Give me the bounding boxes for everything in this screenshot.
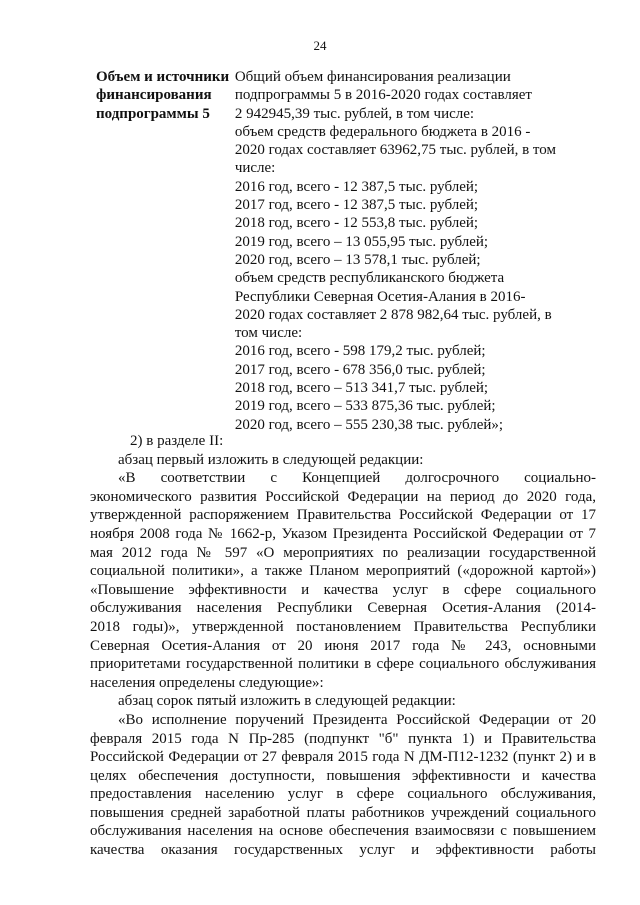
detail-line: 2017 год, всего - 12 387,5 тыс. рублей;	[234, 197, 479, 214]
page-number: 24	[313, 38, 327, 53]
detail-line: 2020 год, всего – 13 578,1 тыс. рублей;	[234, 251, 481, 268]
text-line: мая 2012 года № 597 «О мероприятиях по реализации государственной	[90, 544, 596, 561]
detail-line: 2018 год, всего – 513 341,7 тыс. рублей;	[234, 380, 489, 397]
detail-line: числе:	[234, 160, 276, 177]
paragraph-intro: абзац первый изложить в следующей редакции:	[118, 451, 424, 468]
financing-details	[235, 68, 556, 434]
label-line: подпрограммы 5	[96, 105, 210, 122]
text-line: социальной политики», а также Планом мероприятий («дорожной картой»)	[90, 563, 596, 580]
paragraph-intro: абзац сорок пятый изложить в следующей редакции:	[118, 693, 456, 710]
quoted-paragraph	[90, 469, 596, 692]
detail-line: том числе:	[234, 325, 303, 342]
text-line: Северная Осетия-Алания от 20 июня 2017 года № 243, основными	[90, 637, 596, 654]
detail-line: 2016 год, всего - 598 179,2 тыс. рублей;	[234, 343, 486, 360]
text-line: утвержденной распоряжением Правительства Российской Федерации от 17	[90, 507, 596, 524]
label-line: Объем и источники	[96, 69, 230, 85]
detail-line: 2016 год, всего - 12 387,5 тыс. рублей;	[234, 178, 479, 195]
body-text	[90, 432, 596, 860]
detail-line: 2019 год, всего – 533 875,36 тыс. рублей;	[234, 398, 496, 415]
financing-table	[96, 68, 556, 434]
text-line: 2018 годы)», утвержденной постановлением Правительства Республики	[90, 618, 596, 635]
text-line: «Повышение эффективности и качества услуг в сфере социального	[90, 581, 596, 598]
text-line: предоставления населению услуг в сфере социального обслуживания,	[90, 786, 596, 803]
detail-line: 2019 год, всего – 13 055,95 тыс. рублей;	[234, 233, 489, 250]
detail-line: объем средств федерального бюджета в 2016 -	[234, 123, 531, 140]
detail-line: 2 942945,39 тыс. рублей, в том числе:	[234, 105, 475, 122]
text-line: экономического развития Российской Федерации на период до 2020 года,	[90, 488, 596, 505]
detail-line: Общий объем финансирования реализации	[234, 69, 511, 85]
detail-line: объем средств республиканского бюджета	[234, 270, 505, 287]
section-item: 2) в разделе II:	[130, 433, 224, 449]
detail-line: 2020 год, всего – 555 230,38 тыс. рублей»;	[234, 416, 504, 433]
detail-line: 2018 год, всего - 12 553,8 тыс. рублей;	[234, 215, 479, 232]
detail-line: 2017 год, всего - 678 356,0 тыс. рублей;	[234, 361, 486, 378]
text-line: «Во исполнение поручений Президента Российской Федерации от 20	[118, 711, 596, 728]
text-line: обслуживания населения Республики Северная Осетия-Алания (2014-	[90, 600, 596, 617]
text-line: Российской Федерации от 27 февраля 2015 года N ДМ-П12-1232 (пункт 2) и в	[90, 749, 596, 766]
text-line: обслуживания населения на основе обеспечения взаимосвязи с повышением	[90, 823, 596, 840]
quoted-paragraph	[90, 711, 596, 860]
text-line: населения определены следующие»:	[90, 674, 324, 691]
text-line: целях обеспечения доступности, повышения эффективности и качества	[90, 767, 596, 784]
text-line: февраля 2015 года N Пр-285 (подпункт "б" пункта 1) и Правительства	[90, 730, 596, 747]
text-line: «В соответствии с Концепцией долгосрочного социально-	[118, 470, 596, 487]
text-line: ноября 2008 года № 1662-р, Указом Президента Российской Федерации от 7	[90, 525, 596, 542]
text-line: приоритетами государственной политики в сфере социального обслуживания	[90, 656, 596, 673]
text-line: повышения средней заработной платы работников учреждений социального	[90, 804, 596, 821]
detail-line: подпрограммы 5 в 2016-2020 годах составляет	[234, 87, 532, 104]
detail-line: Республики Северная Осетия-Алания в 2016-	[234, 288, 526, 305]
detail-line: 2020 годах составляет 2 878 982,64 тыс. рублей, в	[234, 306, 552, 323]
detail-line: 2020 годах составляет 63962,75 тыс. рублей, в том	[234, 142, 556, 159]
financing-label	[96, 68, 235, 434]
text-line: качества оказания государственных услуг и эффективности работы	[90, 842, 596, 859]
label-line: финансирования	[96, 87, 212, 104]
